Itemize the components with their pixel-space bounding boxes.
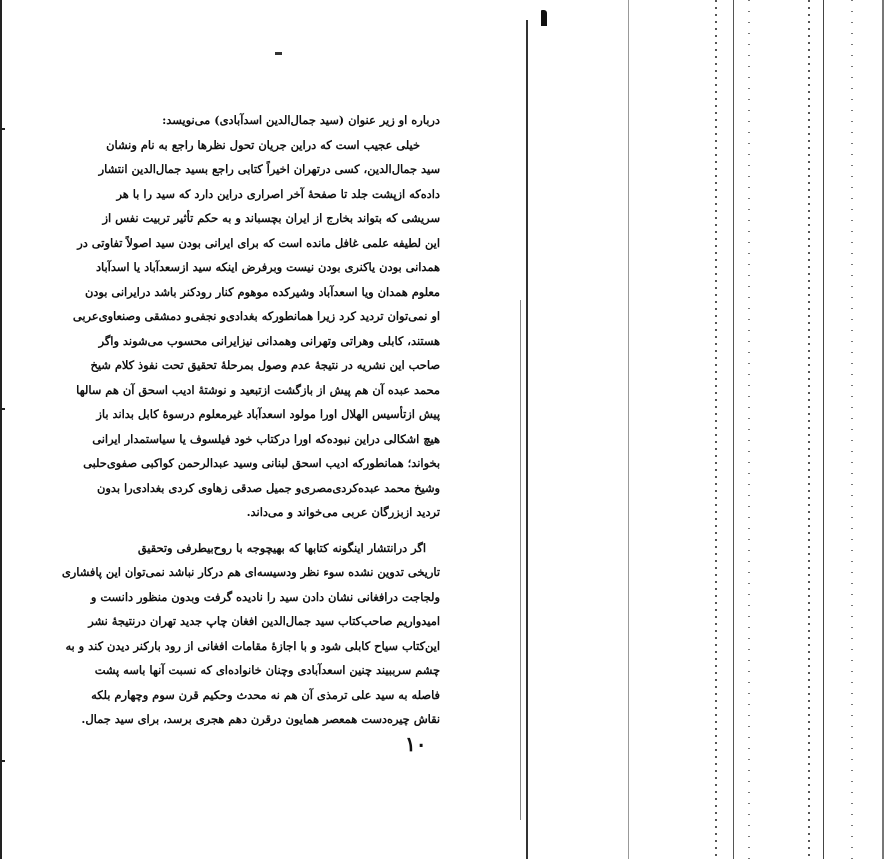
scan-strip-dots [851, 0, 853, 859]
page-fold-shadow [520, 300, 521, 820]
text-line: همدانی بودن یاکنری بودن نیست وبرفرض اینکه سید ازسعدآباد یا اسدآباد [95, 260, 440, 274]
text-line: ولجاجت درافغانی نشان دادن سید را نادیده گرفت وبدون منظور دانست و [90, 589, 440, 604]
scan-strip-line [628, 0, 629, 859]
page-corner-mark [541, 10, 547, 26]
page-fold-line [526, 20, 528, 859]
scan-edge-mark [0, 408, 5, 410]
text-line: هیچ اشکالی دراین نبوده‌که اورا درکتاب خود فیلسوف یا سیاستمدار ایرانی [92, 431, 440, 446]
text-line: صاحب این نشریه در نتیجهٔ عدم وصول بمرحلهٔ تحقیق تحت نفوذ کلام شیخ [90, 358, 440, 372]
text-line: اگر درانتشار اینگونه کتابها که بهیچوجه با روح‌بیطرفی وتحقیق [137, 540, 426, 555]
text-line: نقاش چیره‌دست همعصر همایون درقرن دهم هجری برسد، برای سید جمال. [81, 712, 440, 726]
text-line: وشیخ محمد عبده‌کردی‌مصری‌و جمیل صدقی زهاوی کردی بغدادی‌را بدون [97, 480, 440, 495]
text-line: بخواند؛ همانطورکه ادیب اسحق لبنانی وسید عبدالرحمن کواکبی صفوی‌حلبی [83, 456, 440, 470]
text-line: داده‌که ازپشت جلد تا صفحهٔ آخر اصراری دراین دارد که سید را با هر [116, 186, 440, 201]
page-number: ۱۰ [405, 732, 427, 756]
scan-strip-dots [748, 0, 750, 859]
text-line: چشم سرببیند چنین اسعدآبادی وچنان خانواده‌ای که نسبت آنها باسه پشت [94, 663, 440, 677]
text-line: این لطیفه علمی غافل مانده است که برای ایرانی بودن سید اصولاً تفاوتی در [77, 235, 440, 250]
paragraph-gap [40, 525, 440, 536]
text-line: امیدواریم صاحب‌کتاب سید جمال‌الدین افغان چاپ جدید تهران درنتیجهٔ نشر [88, 614, 440, 628]
text-line: هستند، کابلی وهراتی وتهرانی وهمدانی نیزایرانی محسوب می‌شوند واگر [98, 333, 440, 348]
text-line: محمد عبده آن هم پیش از بازگشت ازتبعید و نوشتهٔ ادیب اسحق آن هم سالها [76, 382, 440, 397]
text-line: این‌کتاب سیاح کابلی شود و با اجازهٔ مقامات افغانی از رود بارکنر دیدن کند و به [65, 638, 440, 653]
document-heading: درباره او زیر عنوان (سید جمال‌الدین اسدآبادی) می‌نویسد: [162, 113, 440, 127]
text-line: سید جمال‌الدین، کسی درتهران اخیراً کتابی راجع بسید جمال‌الدین انتشار [98, 162, 440, 176]
scan-strip-line [733, 0, 734, 859]
text-line: تاریخی تدوین نشده سوء نظر ودسیسه‌ای هم درکار نباشد نمی‌توان این پافشاری [61, 565, 440, 579]
scan-edge-mark [0, 760, 5, 762]
text-line: معلوم همدان ویا اسعدآباد وشیرکده موهوم کنار رودکنر باشد درایرانی بودن [84, 284, 440, 299]
text-line: تردید ازبزرگان عربی می‌خواند و می‌داند. [246, 505, 440, 519]
scan-strip-dots [715, 0, 717, 859]
document-body [40, 108, 440, 732]
scan-strip-dots [808, 0, 810, 859]
text-line: خیلی عجیب است که دراین جریان تحول نظرها راجع به نام ونشان [106, 137, 420, 152]
text-line: فاصله به سید علی ترمذی آن هم نه محدث وحکیم قرن سوم وچهارم بلکه [91, 687, 440, 702]
scan-edge-mark [0, 128, 5, 130]
scan-speck [275, 52, 282, 55]
scan-strip-line [823, 0, 824, 859]
text-line: پیش ازتأسیس الهلال اورا مولود اسعدآباد غیرمعلوم درسوهٔ کابل بداند باز [96, 407, 440, 421]
text-line: سریشی که بتواند بخارج از ایران بچسباند و به حکم تأثیر تربیت نفس از [102, 211, 440, 225]
text-line: او نمی‌توان تردید کرد زیرا همانطورکه بغدادی‌و نجفی‌و دمشقی وصنعاوی‌عربی [72, 309, 440, 323]
